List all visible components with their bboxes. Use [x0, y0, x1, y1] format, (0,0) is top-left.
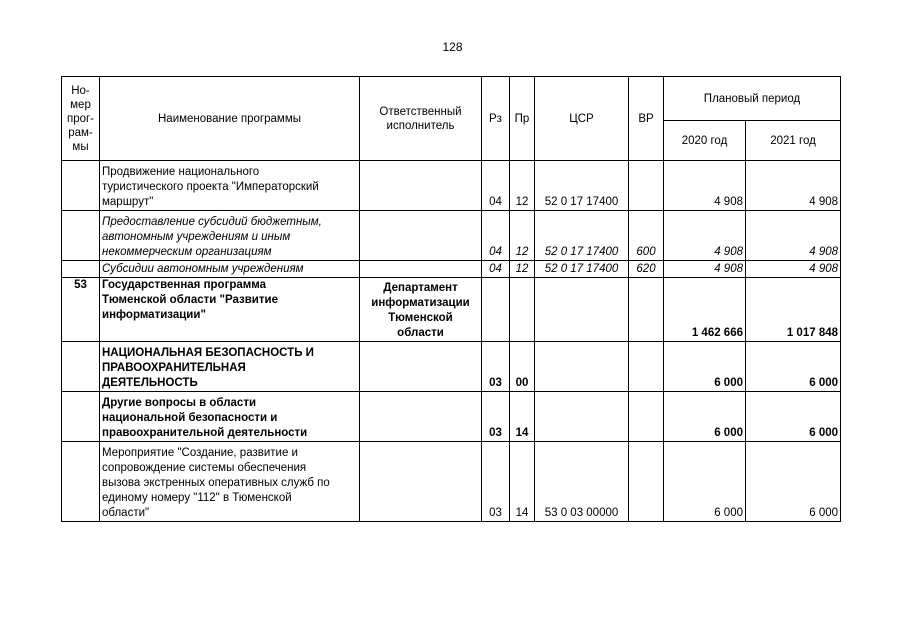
- table-row: [62, 278, 841, 342]
- cell-number: [62, 261, 100, 278]
- cell-amount-2020: 4 908: [664, 261, 746, 278]
- cell-amount-2020: 4 908: [664, 211, 746, 261]
- cell-program-name: Другие вопросы в области национальной безопасности и правоохранительной деятельности: [100, 392, 360, 442]
- cell-program-name: НАЦИОНАЛЬНАЯ БЕЗОПАСНОСТЬ И ПРАВООХРАНИТЕЛЬНАЯ ДЕЯТЕЛЬНОСТЬ: [100, 342, 360, 392]
- header-program-name: Наименование программы: [100, 77, 360, 161]
- cell-pr: [510, 278, 535, 342]
- cell-csr: 52 0 17 17400: [535, 161, 629, 211]
- cell-vr: [629, 161, 664, 211]
- cell-executor: [360, 442, 482, 522]
- cell-number: [62, 211, 100, 261]
- cell-csr: [535, 342, 629, 392]
- cell-csr: [535, 392, 629, 442]
- header-rz: Рз: [482, 77, 510, 161]
- cell-program-name: Государственная программа Тюменской области "Развитие информатизации": [100, 278, 360, 342]
- cell-pr: 12: [510, 261, 535, 278]
- cell-rz: 03: [482, 442, 510, 522]
- cell-number: [62, 161, 100, 211]
- cell-amount-2020: 6 000: [664, 442, 746, 522]
- cell-pr: 00: [510, 342, 535, 392]
- cell-rz: 04: [482, 211, 510, 261]
- cell-executor: Департамент информатизации Тюменской области: [360, 278, 482, 342]
- cell-amount-2021: 6 000: [746, 442, 841, 522]
- header-program-number: Но- мер прог- рам- мы: [62, 77, 100, 161]
- cell-program-name: Субсидии автономным учреждениям: [100, 261, 360, 278]
- cell-pr: 14: [510, 442, 535, 522]
- cell-amount-2021: 4 908: [746, 161, 841, 211]
- header-pr: Пр: [510, 77, 535, 161]
- cell-rz: 04: [482, 261, 510, 278]
- cell-vr: [629, 442, 664, 522]
- cell-amount-2021: 1 017 848: [746, 278, 841, 342]
- table-body: [62, 161, 841, 522]
- cell-amount-2020: 1 462 666: [664, 278, 746, 342]
- budget-table: [61, 76, 841, 522]
- cell-number: [62, 442, 100, 522]
- cell-number: [62, 392, 100, 442]
- header-csr: ЦСР: [535, 77, 629, 161]
- cell-amount-2021: 6 000: [746, 342, 841, 392]
- cell-vr: [629, 342, 664, 392]
- cell-rz: 03: [482, 392, 510, 442]
- cell-amount-2021: 4 908: [746, 261, 841, 278]
- cell-pr: 12: [510, 161, 535, 211]
- table-row: [62, 342, 841, 392]
- cell-executor: [360, 261, 482, 278]
- table-row: [62, 442, 841, 522]
- header-year-2021: 2021 год: [746, 121, 841, 161]
- cell-program-name: Мероприятие "Создание, развитие и сопровождение системы обеспечения вызова экстренных оперативных служб по единому номеру "112" в Тюменской области": [100, 442, 360, 522]
- cell-program-name: Продвижение национального туристического проекта "Императорский маршрут": [100, 161, 360, 211]
- cell-vr: 620: [629, 261, 664, 278]
- cell-rz: [482, 278, 510, 342]
- cell-csr: 53 0 03 00000: [535, 442, 629, 522]
- header-vr: ВР: [629, 77, 664, 161]
- table-row: [62, 261, 841, 278]
- table-row: [62, 161, 841, 211]
- cell-executor: [360, 211, 482, 261]
- cell-amount-2020: 4 908: [664, 161, 746, 211]
- cell-rz: 04: [482, 161, 510, 211]
- cell-executor: [360, 161, 482, 211]
- cell-vr: 600: [629, 211, 664, 261]
- header-year-2020: 2020 год: [664, 121, 746, 161]
- cell-vr: [629, 392, 664, 442]
- cell-csr: 52 0 17 17400: [535, 211, 629, 261]
- cell-csr: [535, 278, 629, 342]
- cell-number: [62, 342, 100, 392]
- cell-pr: 14: [510, 392, 535, 442]
- cell-program-name: Предоставление субсидий бюджетным, автономным учреждениям и иным некоммерческим организациям: [100, 211, 360, 261]
- table-header: [62, 77, 841, 161]
- cell-amount-2021: 6 000: [746, 392, 841, 442]
- table-row: [62, 211, 841, 261]
- page-number: 128: [442, 40, 463, 54]
- cell-amount-2021: 4 908: [746, 211, 841, 261]
- cell-rz: 03: [482, 342, 510, 392]
- cell-amount-2020: 6 000: [664, 342, 746, 392]
- cell-executor: [360, 342, 482, 392]
- cell-vr: [629, 278, 664, 342]
- cell-amount-2020: 6 000: [664, 392, 746, 442]
- cell-csr: 52 0 17 17400: [535, 261, 629, 278]
- header-planned-period: Плановый период: [664, 77, 841, 121]
- table-row: [62, 392, 841, 442]
- cell-pr: 12: [510, 211, 535, 261]
- cell-number: 53: [62, 278, 100, 342]
- header-executor: Ответственный исполнитель: [360, 77, 482, 161]
- cell-executor: [360, 392, 482, 442]
